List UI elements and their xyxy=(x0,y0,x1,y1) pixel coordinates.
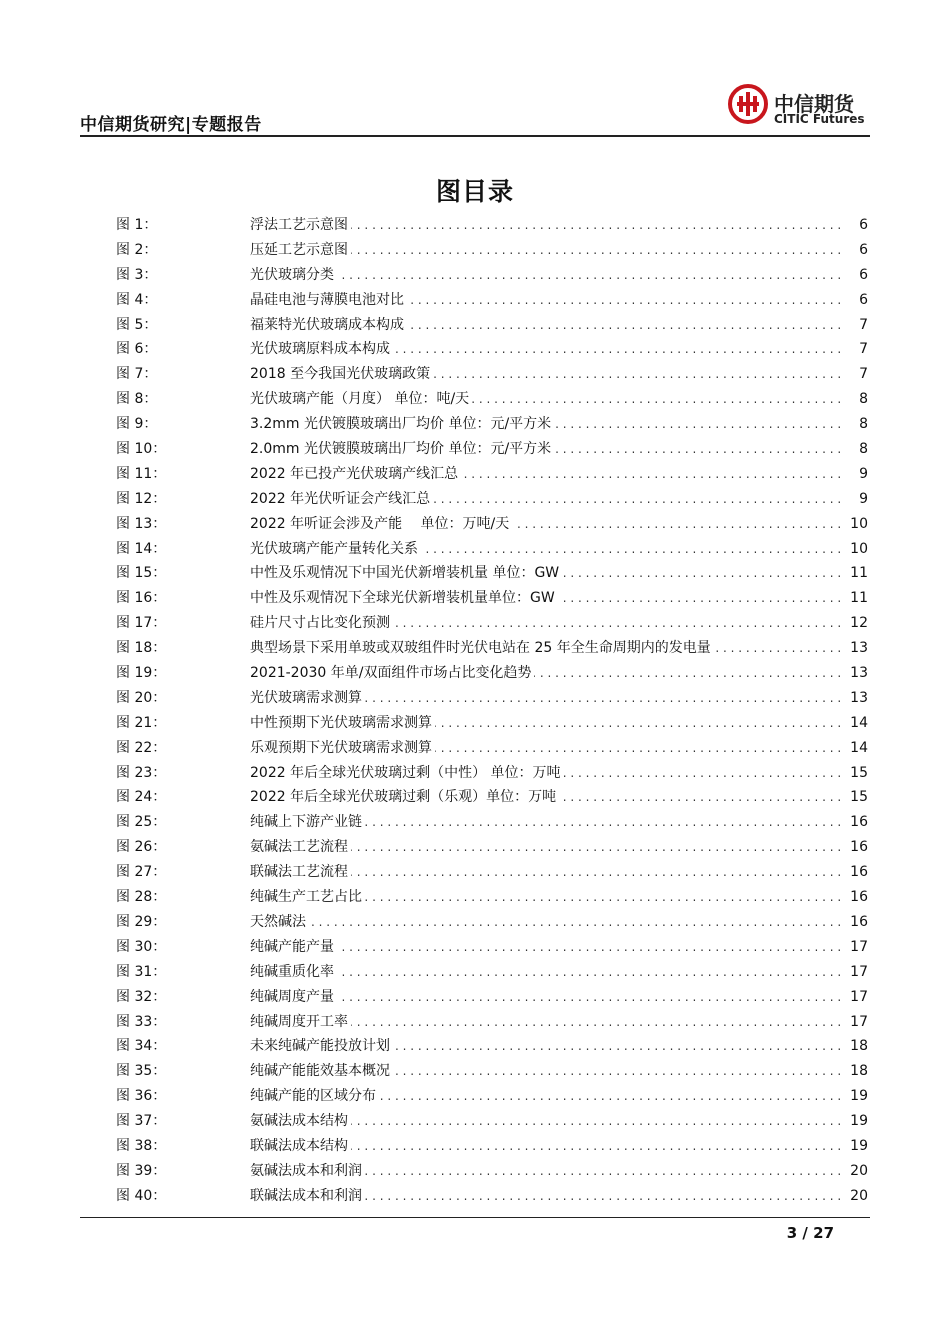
toc-entry[interactable] xyxy=(116,1059,872,1084)
toc-entry-title-wrap xyxy=(250,1184,842,1209)
toc-entry-title-wrap xyxy=(250,736,842,761)
toc-entry[interactable] xyxy=(116,263,872,288)
toc-entry-title-wrap xyxy=(250,362,842,387)
toc-entry-page: 17 xyxy=(850,988,868,1005)
toc-entry-title: 中性及乐观情况下全球光伏新增装机量单位：GW xyxy=(250,590,558,606)
toc-entry-title-wrap xyxy=(250,860,842,885)
toc-entry-title: 纯碱产能产量 xyxy=(250,939,337,955)
toc-entry[interactable] xyxy=(116,288,872,313)
toc-entry[interactable] xyxy=(116,462,872,487)
toc-entry-label: 图 22： xyxy=(116,739,167,756)
toc-entry-label: 图 32： xyxy=(116,988,167,1005)
toc-entry-page: 17 xyxy=(850,1013,868,1030)
toc-entry-title: 典型场景下采用单玻或双玻组件时光伏电站在 25 年全生命周期内的发电量 xyxy=(250,640,714,656)
toc-entry-label: 图 17： xyxy=(116,615,167,632)
toc-entry[interactable] xyxy=(116,960,872,985)
toc-entry-label: 图 12： xyxy=(116,490,167,507)
toc-entry-title: 纯碱周度开工率 xyxy=(250,1014,351,1030)
toc-entry[interactable] xyxy=(116,238,872,263)
toc-entry[interactable] xyxy=(116,935,872,960)
toc-entry-page: 11 xyxy=(850,565,868,582)
toc-entry-title-wrap xyxy=(250,636,842,661)
toc-entry-title: 晶硅电池与薄膜电池对比 xyxy=(250,292,407,308)
toc-entry-title-wrap xyxy=(250,213,842,238)
toc-entry-title: 未来纯碱产能投放计划 xyxy=(250,1038,393,1054)
toc-entry-title: 光伏玻璃分类 xyxy=(250,267,337,283)
toc-entry-page: 20 xyxy=(850,1187,868,1204)
toc-entry-title-wrap xyxy=(250,561,842,586)
toc-entry-label: 图 28： xyxy=(116,889,167,906)
toc-entry-page: 16 xyxy=(850,814,868,831)
toc-entry[interactable] xyxy=(116,835,872,860)
toc-entry-title: 纯碱上下游产业链 xyxy=(250,814,365,830)
toc-entry-page: 16 xyxy=(850,839,868,856)
toc-entry-title-wrap xyxy=(250,611,842,636)
toc-entry-page: 19 xyxy=(850,1088,868,1105)
toc-entry[interactable] xyxy=(116,636,872,661)
toc-entry[interactable] xyxy=(116,785,872,810)
figure-list xyxy=(116,213,872,1209)
toc-entry-title-wrap xyxy=(250,462,842,487)
toc-entry[interactable] xyxy=(116,586,872,611)
toc-entry-title: 乐观预期下光伏玻璃需求测算 xyxy=(250,740,435,756)
toc-entry-title: 2022 年听证会涉及产能 单位：万吨/天 xyxy=(250,516,512,532)
toc-entry-title-wrap xyxy=(250,985,842,1010)
toc-entry-label: 图 21： xyxy=(116,714,167,731)
toc-entry-title: 3.2mm 光伏镀膜玻璃出厂均价 单位：元/平方米 xyxy=(250,416,554,432)
toc-entry-page: 9 xyxy=(859,490,868,507)
toc-entry-title: 光伏玻璃产能产量转化关系 xyxy=(250,541,421,557)
toc-entry-label: 图 16： xyxy=(116,590,167,607)
toc-entry-title-wrap xyxy=(250,785,842,810)
toc-entry[interactable] xyxy=(116,761,872,786)
toc-entry-label: 图 36： xyxy=(116,1088,167,1105)
toc-entry-label: 图 5： xyxy=(116,316,158,333)
company-logo xyxy=(728,84,868,130)
toc-entry-label: 图 6： xyxy=(116,341,158,358)
toc-entry-page: 10 xyxy=(850,515,868,532)
toc-entry-label: 图 24： xyxy=(116,789,167,806)
toc-entry-label: 图 37： xyxy=(116,1113,167,1130)
toc-entry-page: 17 xyxy=(850,963,868,980)
toc-entry-title: 福莱特光伏玻璃成本构成 xyxy=(250,317,407,333)
toc-entry[interactable] xyxy=(116,1134,872,1159)
toc-entry-title: 纯碱生产工艺占比 xyxy=(250,889,365,905)
toc-entry-title: 光伏玻璃需求测算 xyxy=(250,690,365,706)
toc-entry-title: 压延工艺示意图 xyxy=(250,242,351,258)
toc-entry[interactable] xyxy=(116,686,872,711)
toc-entry-title-wrap xyxy=(250,885,842,910)
toc-entry[interactable] xyxy=(116,337,872,362)
toc-entry-page: 13 xyxy=(850,689,868,706)
toc-entry-title: 天然碱法 xyxy=(250,914,309,930)
toc-entry-title: 纯碱重质化率 xyxy=(250,964,337,980)
toc-entry-label: 图 23： xyxy=(116,764,167,781)
toc-entry-title-wrap xyxy=(250,263,842,288)
toc-entry-title-wrap xyxy=(250,1134,842,1159)
toc-entry-title-wrap xyxy=(250,810,842,835)
toc-entry-page: 16 xyxy=(850,864,868,881)
toc-entry-page: 14 xyxy=(850,739,868,756)
toc-entry-title-wrap xyxy=(250,412,842,437)
toc-entry-title: 光伏玻璃原料成本构成 xyxy=(250,341,393,357)
toc-entry-label: 图 8： xyxy=(116,391,158,408)
toc-entry-page: 20 xyxy=(850,1162,868,1179)
toc-entry-label: 图 26： xyxy=(116,839,167,856)
toc-entry-title: 2022 年已投产光伏玻璃产线汇总 xyxy=(250,466,461,482)
toc-entry-title-wrap xyxy=(250,586,842,611)
citic-logo-icon xyxy=(728,84,768,124)
toc-entry-title-wrap xyxy=(250,935,842,960)
toc-entry-label: 图 9： xyxy=(116,416,158,433)
toc-entry[interactable] xyxy=(116,561,872,586)
toc-entry-label: 图 14： xyxy=(116,540,167,557)
toc-entry-title: 2.0mm 光伏镀膜玻璃出厂均价 单位：元/平方米 xyxy=(250,441,554,457)
toc-entry-title: 中性及乐观情况下中国光伏新增装机量 单位：GW xyxy=(250,565,562,581)
logo-text-en: CITIC Futures xyxy=(774,112,865,126)
toc-entry-page: 10 xyxy=(850,540,868,557)
toc-entry-page: 13 xyxy=(850,665,868,682)
toc-entry-label: 图 10： xyxy=(116,441,167,458)
toc-entry-page: 12 xyxy=(850,615,868,632)
toc-entry-title: 联碱法成本结构 xyxy=(250,1138,351,1154)
toc-entry-title-wrap xyxy=(250,437,842,462)
toc-entry[interactable] xyxy=(116,512,872,537)
toc-entry-title-wrap xyxy=(250,313,842,338)
toc-entry-title-wrap xyxy=(250,1059,842,1084)
toc-entry[interactable] xyxy=(116,910,872,935)
toc-entry-page: 17 xyxy=(850,938,868,955)
toc-entry-title: 2022 年光伏听证会产线汇总 xyxy=(250,491,433,507)
toc-entry-title-wrap xyxy=(250,835,842,860)
toc-entry-page: 14 xyxy=(850,714,868,731)
toc-entry-page: 18 xyxy=(850,1063,868,1080)
toc-entry[interactable] xyxy=(116,1084,872,1109)
toc-entry-label: 图 7： xyxy=(116,366,158,383)
toc-entry-title-wrap xyxy=(250,1034,842,1059)
toc-entry-page: 6 xyxy=(859,241,868,258)
toc-entry-title: 联碱法成本和利润 xyxy=(250,1188,365,1204)
toc-entry-title: 氨碱法成本和利润 xyxy=(250,1163,365,1179)
toc-entry-page: 15 xyxy=(850,789,868,806)
toc-entry-title: 2021-2030 年单/双面组件市场占比变化趋势 xyxy=(250,665,534,681)
toc-entry-title-wrap xyxy=(250,1109,842,1134)
toc-entry-title: 2018 至今我国光伏玻璃政策 xyxy=(250,366,433,382)
toc-entry-title-wrap xyxy=(250,960,842,985)
toc-entry-title-wrap xyxy=(250,487,842,512)
toc-entry-page: 7 xyxy=(859,366,868,383)
toc-entry[interactable] xyxy=(116,362,872,387)
header-divider xyxy=(80,135,870,137)
toc-entry[interactable] xyxy=(116,810,872,835)
toc-entry-title-wrap xyxy=(250,238,842,263)
toc-entry-label: 图 1： xyxy=(116,217,158,233)
toc-entry-title: 纯碱产能的区域分布 xyxy=(250,1088,379,1104)
toc-entry-title-wrap xyxy=(250,711,842,736)
toc-entry-title-wrap xyxy=(250,910,842,935)
toc-entry[interactable] xyxy=(116,1109,872,1134)
toc-entry-title: 氨碱法工艺流程 xyxy=(250,839,351,855)
toc-entry-page: 6 xyxy=(859,217,868,233)
toc-entry-title-wrap xyxy=(250,537,842,562)
toc-entry-page: 7 xyxy=(859,316,868,333)
toc-entry-page: 7 xyxy=(859,341,868,358)
toc-entry-title-wrap xyxy=(250,337,842,362)
toc-entry-title-wrap xyxy=(250,761,842,786)
toc-entry-page: 9 xyxy=(859,465,868,482)
toc-entry-title: 浮法工艺示意图 xyxy=(250,217,351,233)
toc-entry-page: 6 xyxy=(859,266,868,283)
toc-entry-label: 图 27： xyxy=(116,864,167,881)
toc-entry-label: 图 34： xyxy=(116,1038,167,1055)
toc-entry-page: 11 xyxy=(850,590,868,607)
toc-entry[interactable] xyxy=(116,412,872,437)
toc-entry-page: 19 xyxy=(850,1113,868,1130)
toc-entry-page: 18 xyxy=(850,1038,868,1055)
toc-entry[interactable] xyxy=(116,985,872,1010)
toc-entry-label: 图 35： xyxy=(116,1063,167,1080)
toc-entry-title: 中性预期下光伏玻璃需求测算 xyxy=(250,715,435,731)
toc-entry-page: 19 xyxy=(850,1137,868,1154)
toc-entry-title-wrap xyxy=(250,387,842,412)
toc-entry-title: 纯碱周度产量 xyxy=(250,989,337,1005)
toc-entry-page: 13 xyxy=(850,640,868,657)
toc-entry-title: 纯碱产能能效基本概况 xyxy=(250,1063,393,1079)
toc-entry-page: 8 xyxy=(859,416,868,433)
toc-entry-label: 图 30： xyxy=(116,938,167,955)
toc-entry[interactable] xyxy=(116,437,872,462)
toc-entry-label: 图 13： xyxy=(116,515,167,532)
toc-entry-title: 光伏玻璃产能（月度） 单位：吨/天 xyxy=(250,391,472,407)
toc-entry-label: 图 15： xyxy=(116,565,167,582)
toc-entry[interactable] xyxy=(116,860,872,885)
toc-entry-title-wrap xyxy=(250,1084,842,1109)
toc-entry-page: 15 xyxy=(850,764,868,781)
toc-entry-label: 图 29： xyxy=(116,913,167,930)
toc-entry-title-wrap xyxy=(250,1159,842,1184)
toc-entry-page: 16 xyxy=(850,913,868,930)
toc-entry-title-wrap xyxy=(250,661,842,686)
toc-entry-page: 8 xyxy=(859,391,868,408)
toc-entry[interactable] xyxy=(116,1010,872,1035)
toc-entry[interactable] xyxy=(116,885,872,910)
toc-entry-label: 图 40： xyxy=(116,1187,167,1204)
toc-entry[interactable] xyxy=(116,736,872,761)
toc-entry-label: 图 18： xyxy=(116,640,167,657)
footer-divider xyxy=(80,1217,870,1218)
toc-entry[interactable] xyxy=(116,387,872,412)
toc-entry-page: 8 xyxy=(859,441,868,458)
toc-entry[interactable] xyxy=(116,661,872,686)
toc-entry[interactable] xyxy=(116,213,872,238)
toc-entry-title: 2022 年后全球光伏玻璃过剩（乐观）单位：万吨 xyxy=(250,789,559,805)
toc-entry-label: 图 33： xyxy=(116,1013,167,1030)
header-title: 中信期货研究|专题报告 xyxy=(80,115,262,135)
toc-entry-title: 硅片尺寸占比变化预测 xyxy=(250,615,393,631)
toc-entry-label: 图 38： xyxy=(116,1137,167,1154)
toc-entry-title: 氨碱法成本结构 xyxy=(250,1113,351,1129)
toc-entry-label: 图 3： xyxy=(116,266,158,283)
toc-entry-title-wrap xyxy=(250,686,842,711)
toc-entry[interactable] xyxy=(116,611,872,636)
toc-entry[interactable] xyxy=(116,487,872,512)
toc-entry-title: 2022 年后全球光伏玻璃过剩（中性） 单位：万吨 xyxy=(250,765,564,781)
toc-entry[interactable] xyxy=(116,1184,872,1209)
toc-entry-label: 图 11： xyxy=(116,465,167,482)
toc-title: 图目录 xyxy=(435,177,514,206)
toc-entry[interactable] xyxy=(116,1034,872,1059)
toc-entry-title: 联碱法工艺流程 xyxy=(250,864,351,880)
toc-entry-page: 16 xyxy=(850,889,868,906)
toc-entry-title-wrap xyxy=(250,288,842,313)
logo-text-cn: 中信期货 xyxy=(774,92,854,116)
toc-entry-label: 图 19： xyxy=(116,665,167,682)
toc-entry[interactable] xyxy=(116,537,872,562)
toc-entry-label: 图 20： xyxy=(116,689,167,706)
toc-entry-title-wrap xyxy=(250,1010,842,1035)
toc-entry[interactable] xyxy=(116,711,872,736)
toc-entry-label: 图 4： xyxy=(116,291,158,308)
toc-entry[interactable] xyxy=(116,1159,872,1184)
toc-entry-label: 图 31： xyxy=(116,963,167,980)
toc-entry-page: 6 xyxy=(859,291,868,308)
toc-entry-title-wrap xyxy=(250,512,842,537)
toc-entry[interactable] xyxy=(116,313,872,338)
toc-entry-label: 图 25： xyxy=(116,814,167,831)
toc-entry-label: 图 39： xyxy=(116,1162,167,1179)
toc-entry-label: 图 2： xyxy=(116,241,158,258)
page-number: 3 / 27 xyxy=(786,1224,834,1242)
